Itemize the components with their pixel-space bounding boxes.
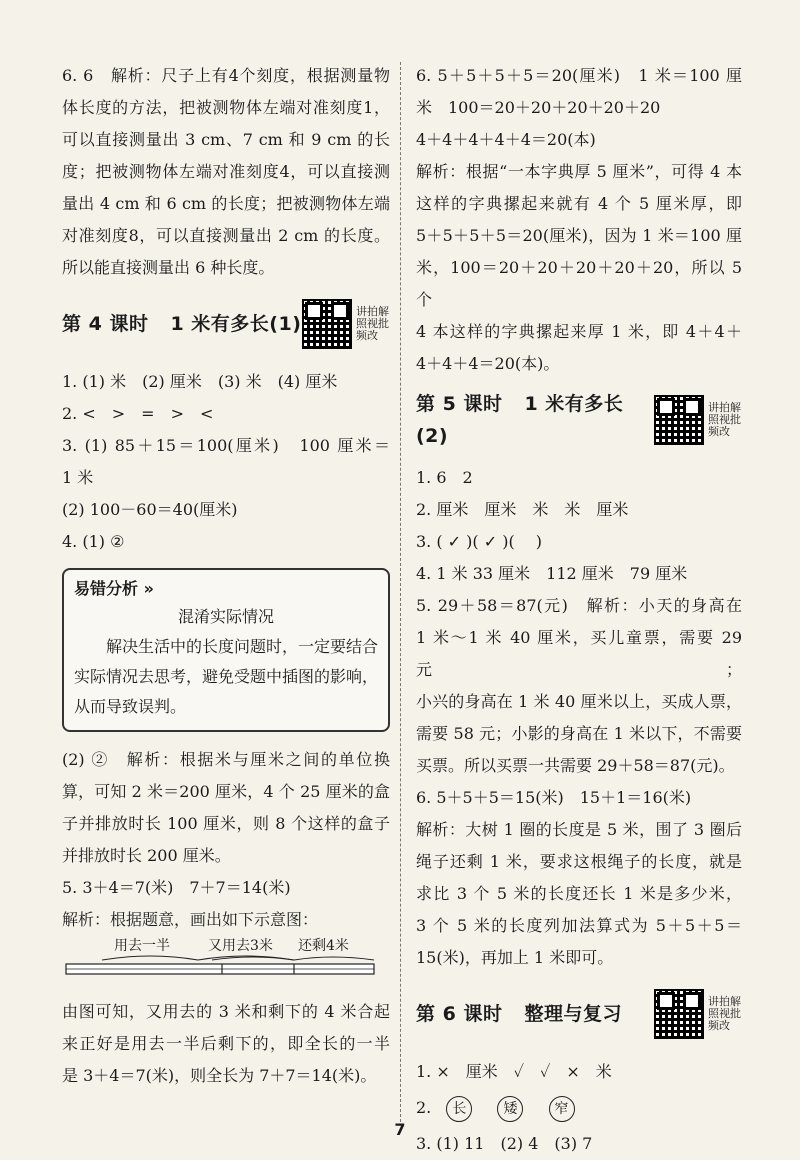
r-b5: 需要 58 元；小影的身高在 1 米以下，不需要 xyxy=(416,724,742,743)
box-heading: 易错分析 » xyxy=(74,579,154,598)
lesson-6-title: 第 6 课时 整理与复习 xyxy=(416,1003,622,1025)
l-q6-line: 6. 6 解析：尺子上有4个刻度，根据测量物 xyxy=(62,66,390,85)
l-q6-line: 对准刻度8，可以直接测量出 2 cm 的长度。 xyxy=(62,226,390,245)
l-a3-1: 3. (1) 85＋15＝100(厘米) 100 厘米＝ xyxy=(62,436,390,455)
r-b6: 6. 5＋5＋5＝15(米) 15＋1＝16(米) xyxy=(416,788,692,807)
r-q6-last: 4＋4＋4＝20(本)。 xyxy=(416,354,560,373)
l-a4-1: 4. (1) ② xyxy=(62,532,125,551)
qr-caption: 讲拍解照视批频改 xyxy=(356,305,389,342)
l-q6-line: 度；把被测物体左端对准刻度4，可以直接测 xyxy=(62,162,390,181)
l-a4-2-line: 算，可知 2 米＝200 厘米，4 个 25 厘米的盒 xyxy=(62,782,390,801)
l-a1: 1. (1) 米 (2) 厘米 (3) 米 (4) 厘米 xyxy=(62,372,338,391)
r-q6-exp: 这样的字典摞起来就有 4 个 5 厘米厚，即 xyxy=(416,194,742,213)
l-a3-2: (2) 100－60＝40(厘米) xyxy=(62,500,238,519)
r-q6-exp: 解析：根据“一本字典厚 5 厘米”，可得 4 本 xyxy=(416,162,742,181)
l-a5: 5. 3＋4＝7(米) 7＋7＝14(米) xyxy=(62,878,291,897)
r-b5: 小兴的身高在 1 米 40 厘米以上，买成人票， xyxy=(416,692,742,711)
lesson-4-header xyxy=(62,292,390,356)
r-b6-exp: 绳子还剩 1 米，要求这根绳子的长度，就是 xyxy=(416,852,742,871)
diagram-label-3m: 又用去3米 xyxy=(208,938,273,954)
qr-code-icon xyxy=(654,989,704,1039)
lesson-4-title: 第 4 课时 1 米有多长(1) xyxy=(62,313,302,335)
circled-char: 长 xyxy=(446,1096,472,1122)
error-analysis-box xyxy=(62,568,390,732)
l-a5-last: 是 3＋4＝7(米)，则全长为 7＋7＝14(米)。 xyxy=(62,1066,377,1085)
l-q6-line: 体长度的方法，把被测物体左端对准刻度1， xyxy=(62,98,390,117)
r-b2: 2. 厘米 厘米 米 米 厘米 xyxy=(416,500,629,519)
r-b6-exp: 求比 3 个 5 米的长度还长 1 米是多少米， xyxy=(416,884,742,903)
l-a2: 2. < > = > < xyxy=(62,404,214,423)
r-b3: 3. ( ✓ )( ✓ )( ) xyxy=(416,532,543,551)
l-a4-2-line: 子并排放时长 100 厘米，则 8 个这样的盒子 xyxy=(62,814,390,833)
diagram-label-4m: 还剩4米 xyxy=(298,938,349,954)
lesson-5-header xyxy=(416,388,742,452)
l-a5-text: 由图可知，又用去的 3 米和剩下的 4 米合起 xyxy=(62,1002,390,1021)
r-b6-exp: 解析：大树 1 圈的长度是 5 米，围了 3 圈后 xyxy=(416,820,742,839)
r-b5-last: 买票。所以买票一共需要 29＋58＝87(元)。 xyxy=(416,756,735,775)
r-b6-last: 15(米)，再加上 1 米即可。 xyxy=(416,948,614,967)
l-q6-line: 可以直接测量出 3 cm、7 cm 和 9 cm 的长 xyxy=(62,130,390,149)
r-b5: 5. 29＋58＝87(元) 解析：小天的身高在 xyxy=(416,596,742,615)
qr-code-icon xyxy=(302,299,352,349)
r-b4: 4. 1 米 33 厘米 112 厘米 79 厘米 xyxy=(416,564,688,583)
column-divider xyxy=(400,62,401,1122)
right-column xyxy=(416,60,742,1160)
r-q6-exp: 米，100＝20＋20＋20＋20＋20，所以 5 个 xyxy=(416,258,742,309)
r-b1: 1. 6 2 xyxy=(416,468,473,487)
l-a5-text: 来正好是用去一半后剩下的，即全长的一半 xyxy=(62,1034,390,1053)
box-text: 解决生活中的长度问题时，一定要结合实际情况去思考，避免受题中插图的影响，从而导致误判。 xyxy=(74,637,379,716)
left-column xyxy=(62,60,390,1092)
rope-diagram xyxy=(62,938,390,990)
circled-char: 窄 xyxy=(549,1096,575,1122)
r-c3: 3. (1) 11 (2) 4 (3) 7 xyxy=(416,1134,593,1153)
r-q6-line: 6. 5＋5＋5＋5＝20(厘米) 1 米＝100 厘 xyxy=(416,66,742,85)
lesson-6-header xyxy=(416,982,742,1046)
l-q6-line: 量出 4 cm 和 6 cm 的长度；把被测物体左端 xyxy=(62,194,390,213)
l-a5-exp: 解析：根据题意，画出如下示意图： xyxy=(62,910,319,929)
circled-char: 矮 xyxy=(497,1096,523,1122)
diagram-label-half: 用去一半 xyxy=(114,938,170,954)
r-q6-exp: 5＋5＋5＋5＝20(厘米)，因为 1 米＝100 厘 xyxy=(416,226,742,245)
r-c1: 1. × 厘米 ✓ ✓ × 米 xyxy=(416,1062,612,1081)
l-a4-2-last: 并排放时长 200 厘米。 xyxy=(62,846,231,865)
qr-caption: 讲拍解照视批频改 xyxy=(708,995,741,1032)
r-c2-label: 2. xyxy=(416,1098,432,1117)
box-title: 混淆实际情况 xyxy=(177,607,274,626)
r-q6-exp: 4 本这样的字典摞起来厚 1 米，即 4＋4＋ xyxy=(416,322,742,341)
r-b5: 1 米～1 米 40 厘米，买儿童票，需要 29 元； xyxy=(416,628,742,679)
l-q6-last: 所以能直接测量出 6 种长度。 xyxy=(62,258,275,277)
qr-code-icon xyxy=(654,395,704,445)
page-number: 7 xyxy=(394,1120,406,1139)
r-q6-line: 米 100＝20＋20＋20＋20＋20 xyxy=(416,98,661,117)
rope-bar-icon xyxy=(62,938,390,990)
lesson-5-title: 第 5 课时 1 米有多长(2) xyxy=(416,393,624,447)
l-a3-1b: 1 米 xyxy=(62,468,94,487)
r-b6-exp: 3 个 5 米的长度列加法算式为 5＋5＋5＝ xyxy=(416,916,742,935)
qr-caption: 讲拍解照视批频改 xyxy=(708,401,741,438)
l-a4-2-line: (2) ② 解析：根据米与厘米之间的单位换 xyxy=(62,750,390,769)
r-q6-b: 4＋4＋4＋4＋4＝20(本) xyxy=(416,130,596,149)
